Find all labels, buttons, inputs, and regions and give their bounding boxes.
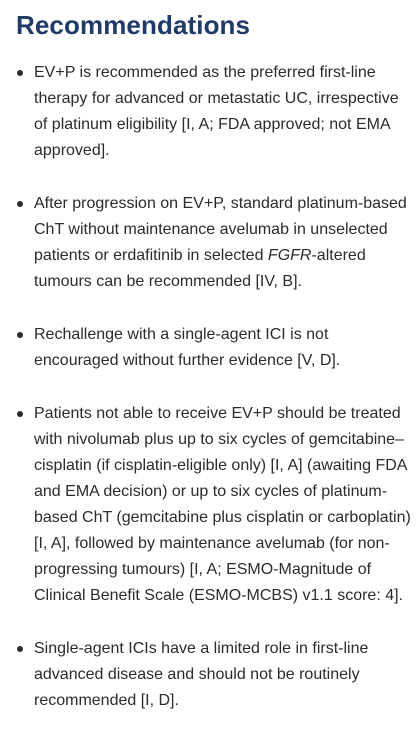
- page-title: Recommendations: [16, 10, 251, 40]
- item-text-line: Rechallenge with a single-agent ICI is not: [34, 326, 329, 343]
- gene-name-italic: FGFR: [267, 247, 312, 264]
- list-item: [0, 401, 418, 609]
- item-text-line: Clinical Benefit Scale (ESMO-MCBS) v1.1 score: 4].: [34, 587, 404, 604]
- item-text-line: approved].: [34, 142, 110, 159]
- bullet-icon: [17, 70, 23, 76]
- item-text-line: with nivolumab plus up to six cycles of gemcitabine–: [34, 431, 404, 448]
- bullet-icon: [17, 332, 23, 338]
- item-text-segment: patients or erdafitinib in selected: [34, 247, 268, 264]
- item-text-line: progressing tumours) [I, A; ESMO-Magnitude of: [34, 561, 372, 578]
- item-text-line: cisplatin (if cisplatin-eligible only) [I, A] (awaiting FDA: [34, 457, 408, 474]
- bullet-icon: [17, 201, 23, 207]
- list-item: [0, 60, 418, 164]
- recommendations-list: [0, 60, 418, 741]
- item-text-line: ChT without maintenance avelumab in unselected: [34, 221, 388, 238]
- bullet-icon: [17, 411, 23, 417]
- item-text-line: encouraged without further evidence [V, D].: [34, 352, 341, 369]
- item-text-line: and EMA decision) or up to six cycles of platinum-: [34, 483, 388, 500]
- item-text-line: EV+P is recommended as the preferred first-line: [34, 64, 376, 81]
- item-text-line: Single-agent ICIs have a limited role in first-line: [34, 640, 369, 657]
- item-text-line: [34, 243, 412, 269]
- item-text-line: of platinum eligibility [I, A; FDA approved; not EMA: [34, 116, 391, 133]
- list-item: [0, 636, 418, 714]
- item-text-line: therapy for advanced or metastatic UC, irrespective: [34, 90, 399, 107]
- item-text-line: based ChT (gemcitabine plus cisplatin or carboplatin): [34, 509, 411, 526]
- item-text-line: tumours can be recommended [IV, B].: [34, 273, 302, 290]
- item-text-segment: -altered: [311, 247, 366, 264]
- list-item: [0, 322, 418, 374]
- bullet-icon: [17, 646, 23, 652]
- item-text-line: Patients not able to receive EV+P should be treated: [34, 405, 401, 422]
- list-item: [0, 191, 418, 295]
- item-text-line: After progression on EV+P, standard platinum-based: [34, 195, 407, 212]
- item-text-line: advanced disease and should not be routinely: [34, 666, 360, 683]
- item-text-line: [I, A], followed by maintenance avelumab (for non-: [34, 535, 390, 552]
- item-text-line: recommended [I, D].: [34, 692, 179, 709]
